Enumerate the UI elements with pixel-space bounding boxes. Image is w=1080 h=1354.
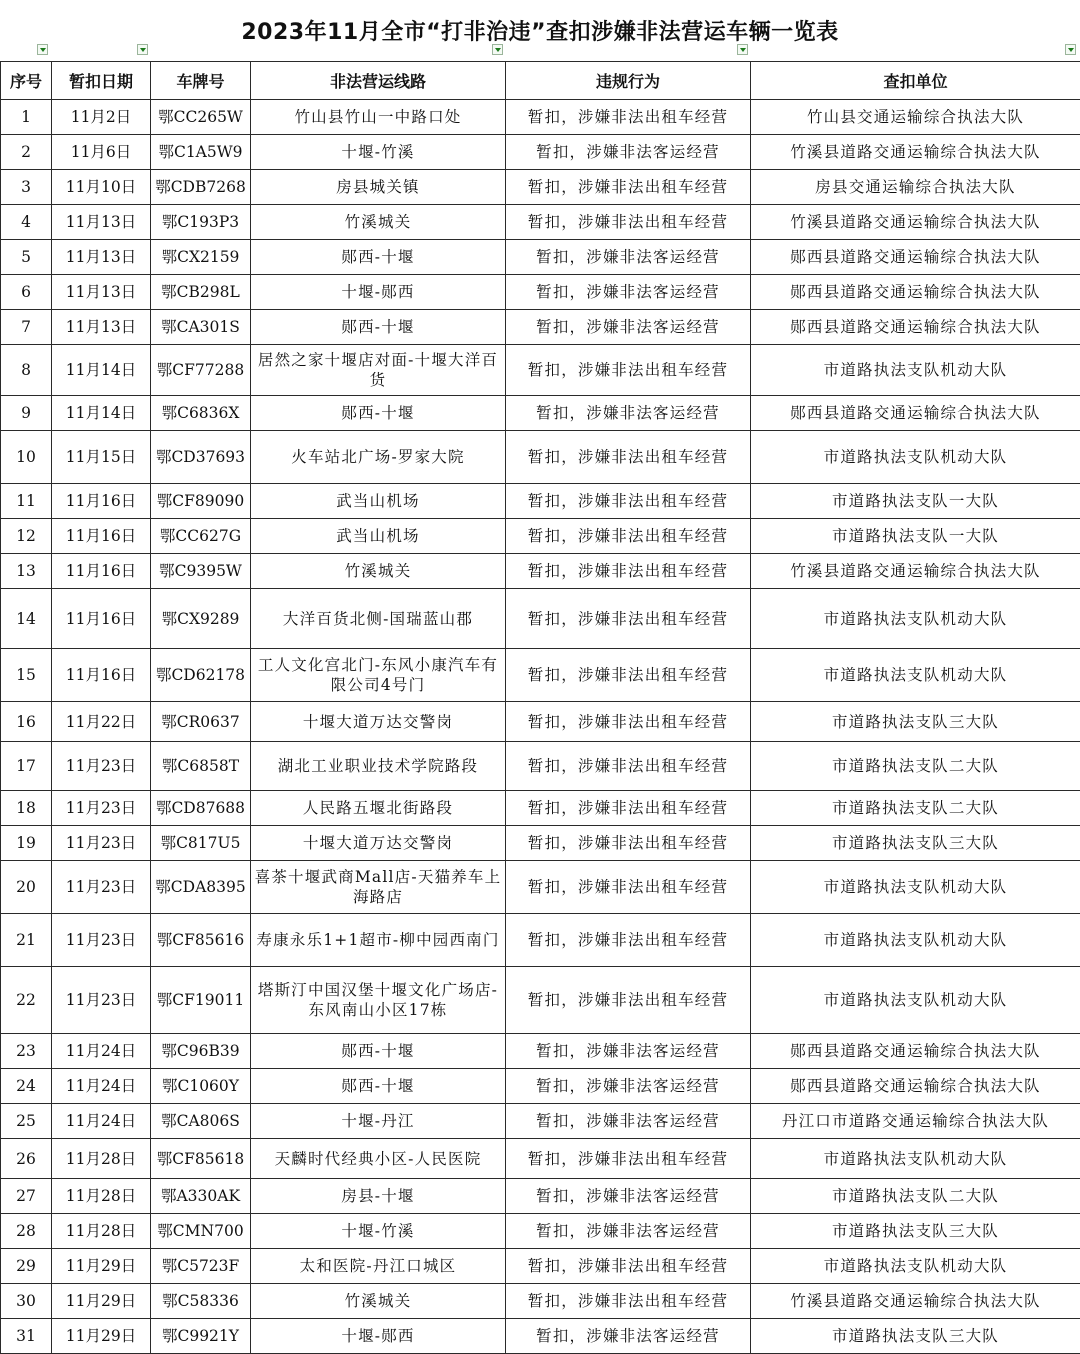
cell-route[interactable]: 郧西-十堰 (251, 1034, 506, 1069)
cell-route[interactable]: 郧西-十堰 (251, 1069, 506, 1104)
cell-date[interactable]: 11月23日 (52, 967, 151, 1034)
table-row (1, 240, 1080, 275)
cell-index[interactable]: 2 (1, 135, 52, 170)
cell-violation[interactable]: 暂扣，涉嫌非法客运经营 (506, 135, 751, 170)
cell-violation[interactable]: 暂扣，涉嫌非法出租车经营 (506, 791, 751, 826)
cell-route[interactable]: 火车站北广场-罗家大院 (251, 431, 506, 484)
cell-plate[interactable]: 鄂CF19011 (151, 967, 251, 1034)
table-row (1, 649, 1080, 702)
cell-route[interactable]: 竹溪城关 (251, 1284, 506, 1319)
cell-index[interactable]: 4 (1, 205, 52, 240)
cell-violation[interactable]: 暂扣，涉嫌非法出租车经营 (506, 1249, 751, 1284)
cell-plate[interactable]: 鄂C6858T (151, 742, 251, 791)
cell-route[interactable]: 武当山机场 (251, 519, 506, 554)
table-row (1, 702, 1080, 742)
cell-date[interactable]: 11月2日 (52, 100, 151, 135)
cell-index[interactable]: 5 (1, 240, 52, 275)
cell-date[interactable]: 11月13日 (52, 310, 151, 345)
cell-date[interactable]: 11月22日 (52, 702, 151, 742)
cell-index[interactable]: 17 (1, 742, 52, 791)
cell-route[interactable]: 郧西-十堰 (251, 310, 506, 345)
cell-unit[interactable]: 市道路执法支队一大队 (751, 519, 1080, 554)
cell-index[interactable]: 1 (1, 100, 52, 135)
filter-dropdown-icon[interactable] (37, 44, 48, 55)
cell-violation[interactable]: 暂扣，涉嫌非法出租车经营 (506, 914, 751, 967)
cell-date[interactable]: 11月23日 (52, 861, 151, 914)
cell-date[interactable]: 11月28日 (52, 1139, 151, 1179)
cell-violation[interactable]: 暂扣，涉嫌非法出租车经营 (506, 702, 751, 742)
cell-violation[interactable]: 暂扣，涉嫌非法客运经营 (506, 310, 751, 345)
cell-route[interactable]: 十堰大道万达交警岗 (251, 702, 506, 742)
table-row (1, 1319, 1080, 1354)
cell-unit[interactable]: 丹江口市道路交通运输综合执法大队 (751, 1104, 1080, 1139)
cell-date[interactable]: 11月24日 (52, 1034, 151, 1069)
cell-route[interactable]: 人民路五堰北街路段 (251, 791, 506, 826)
cell-unit[interactable]: 郧西县道路交通运输综合执法大队 (751, 275, 1080, 310)
cell-unit[interactable]: 市道路执法支队二大队 (751, 791, 1080, 826)
table-row (1, 100, 1080, 135)
cell-violation[interactable]: 暂扣，涉嫌非法客运经营 (506, 1104, 751, 1139)
cell-date[interactable]: 11月29日 (52, 1319, 151, 1354)
table-row (1, 967, 1080, 1034)
table-row (1, 1179, 1080, 1214)
cell-route[interactable]: 大洋百货北侧-国瑞蓝山郡 (251, 589, 506, 649)
cell-unit[interactable]: 市道路执法支队三大队 (751, 826, 1080, 861)
cell-plate[interactable]: 鄂C6836X (151, 396, 251, 431)
cell-route[interactable]: 郧西-十堰 (251, 396, 506, 431)
cell-unit[interactable]: 竹溪县道路交通运输综合执法大队 (751, 1284, 1080, 1319)
cell-index[interactable]: 31 (1, 1319, 52, 1354)
table-row (1, 431, 1080, 484)
cell-route[interactable]: 湖北工业职业技术学院路段 (251, 742, 506, 791)
cell-route[interactable]: 竹溪城关 (251, 554, 506, 589)
filter-strip (0, 44, 1080, 58)
cell-date[interactable]: 11月24日 (52, 1069, 151, 1104)
cell-index[interactable]: 19 (1, 826, 52, 861)
cell-unit[interactable]: 市道路执法支队机动大队 (751, 431, 1080, 484)
cell-index[interactable]: 16 (1, 702, 52, 742)
cell-index[interactable]: 8 (1, 345, 52, 396)
cell-date[interactable]: 11月29日 (52, 1284, 151, 1319)
cell-date[interactable]: 11月28日 (52, 1214, 151, 1249)
cell-violation[interactable]: 暂扣，涉嫌非法出租车经营 (506, 345, 751, 396)
cell-index[interactable]: 14 (1, 589, 52, 649)
filter-dropdown-icon[interactable] (737, 44, 748, 55)
cell-unit[interactable]: 市道路执法支队机动大队 (751, 914, 1080, 967)
cell-plate[interactable]: 鄂CD37693 (151, 431, 251, 484)
cell-unit[interactable]: 市道路执法支队三大队 (751, 1214, 1080, 1249)
cell-plate[interactable]: 鄂CMN700 (151, 1214, 251, 1249)
cell-plate[interactable]: 鄂C9395W (151, 554, 251, 589)
cell-unit[interactable]: 郧西县道路交通运输综合执法大队 (751, 396, 1080, 431)
cell-plate[interactable]: 鄂CF85618 (151, 1139, 251, 1179)
table-row (1, 554, 1080, 589)
cell-date[interactable]: 11月29日 (52, 1249, 151, 1284)
cell-route[interactable]: 竹山县竹山一中路口处 (251, 100, 506, 135)
cell-date[interactable]: 11月14日 (52, 345, 151, 396)
cell-date[interactable]: 11月13日 (52, 240, 151, 275)
cell-violation[interactable]: 暂扣，涉嫌非法出租车经营 (506, 205, 751, 240)
cell-index[interactable]: 29 (1, 1249, 52, 1284)
cell-violation[interactable]: 暂扣，涉嫌非法出租车经营 (506, 484, 751, 519)
table-row (1, 205, 1080, 240)
cell-unit[interactable]: 郧西县道路交通运输综合执法大队 (751, 240, 1080, 275)
cell-date[interactable]: 11月23日 (52, 791, 151, 826)
cell-unit[interactable]: 市道路执法支队三大队 (751, 1319, 1080, 1354)
cell-index[interactable]: 24 (1, 1069, 52, 1104)
cell-unit[interactable]: 郧西县道路交通运输综合执法大队 (751, 1034, 1080, 1069)
table-row (1, 1214, 1080, 1249)
column-header-route[interactable]: 非法营运线路 (251, 62, 506, 100)
cell-index[interactable]: 27 (1, 1179, 52, 1214)
cell-date[interactable]: 11月16日 (52, 554, 151, 589)
cell-index[interactable]: 3 (1, 170, 52, 205)
cell-index[interactable]: 6 (1, 275, 52, 310)
table-row (1, 484, 1080, 519)
cell-date[interactable]: 11月23日 (52, 826, 151, 861)
cell-violation[interactable]: 暂扣，涉嫌非法客运经营 (506, 1179, 751, 1214)
cell-route[interactable]: 寿康永乐1+1超市-柳中园西南门 (251, 914, 506, 967)
table-row (1, 742, 1080, 791)
cell-date[interactable]: 11月23日 (52, 914, 151, 967)
cell-unit[interactable]: 市道路执法支队机动大队 (751, 967, 1080, 1034)
cell-route[interactable]: 天麟时代经典小区-人民医院 (251, 1139, 506, 1179)
cell-index[interactable]: 18 (1, 791, 52, 826)
cell-violation[interactable]: 暂扣，涉嫌非法客运经营 (506, 240, 751, 275)
table-row (1, 345, 1080, 396)
cell-date[interactable]: 11月13日 (52, 275, 151, 310)
cell-route[interactable]: 房县城关镇 (251, 170, 506, 205)
cell-date[interactable]: 11月16日 (52, 484, 151, 519)
cell-route[interactable]: 十堰-丹江 (251, 1104, 506, 1139)
table-row (1, 1104, 1080, 1139)
cell-unit[interactable]: 市道路执法支队机动大队 (751, 345, 1080, 396)
cell-plate[interactable]: 鄂C1060Y (151, 1069, 251, 1104)
cell-index[interactable]: 15 (1, 649, 52, 702)
cell-violation[interactable]: 暂扣，涉嫌非法出租车经营 (506, 649, 751, 702)
cell-index[interactable]: 7 (1, 310, 52, 345)
cell-plate[interactable]: 鄂C96B39 (151, 1034, 251, 1069)
cell-route[interactable]: 喜茶十堰武商Mall店-天猫养车上海路店 (251, 861, 506, 914)
cell-plate[interactable]: 鄂CA806S (151, 1104, 251, 1139)
cell-date[interactable]: 11月28日 (52, 1179, 151, 1214)
cell-plate[interactable]: 鄂C5723F (151, 1249, 251, 1284)
filter-dropdown-icon[interactable] (1065, 44, 1076, 55)
seizure-table (0, 61, 1080, 1354)
header-row (1, 62, 1080, 100)
cell-index[interactable]: 30 (1, 1284, 52, 1319)
cell-violation[interactable]: 暂扣，涉嫌非法出租车经营 (506, 1284, 751, 1319)
cell-plate[interactable]: 鄂CB298L (151, 275, 251, 310)
cell-route[interactable]: 工人文化宫北门-东风小康汽车有限公司4号门 (251, 649, 506, 702)
cell-route[interactable]: 十堰-郧西 (251, 275, 506, 310)
cell-index[interactable]: 22 (1, 967, 52, 1034)
cell-violation[interactable]: 暂扣，涉嫌非法出租车经营 (506, 861, 751, 914)
filter-dropdown-icon[interactable] (492, 44, 503, 55)
cell-index[interactable]: 25 (1, 1104, 52, 1139)
cell-violation[interactable]: 暂扣，涉嫌非法客运经营 (506, 396, 751, 431)
cell-date[interactable]: 11月16日 (52, 519, 151, 554)
cell-route[interactable]: 居然之家十堰店对面-十堰大洋百货 (251, 345, 506, 396)
cell-violation[interactable]: 暂扣，涉嫌非法出租车经营 (506, 100, 751, 135)
cell-unit[interactable]: 竹溪县道路交通运输综合执法大队 (751, 205, 1080, 240)
cell-plate[interactable]: 鄂CF89090 (151, 484, 251, 519)
cell-plate[interactable]: 鄂C9921Y (151, 1319, 251, 1354)
cell-plate[interactable]: 鄂CC627G (151, 519, 251, 554)
cell-violation[interactable]: 暂扣，涉嫌非法出租车经营 (506, 967, 751, 1034)
filter-dropdown-icon[interactable] (137, 44, 148, 55)
cell-index[interactable]: 10 (1, 431, 52, 484)
cell-plate[interactable]: 鄂C1A5W9 (151, 135, 251, 170)
table-row (1, 1069, 1080, 1104)
cell-date[interactable]: 11月16日 (52, 649, 151, 702)
cell-violation[interactable]: 暂扣，涉嫌非法出租车经营 (506, 1139, 751, 1179)
cell-index[interactable]: 23 (1, 1034, 52, 1069)
cell-date[interactable]: 11月15日 (52, 431, 151, 484)
cell-violation[interactable]: 暂扣，涉嫌非法出租车经营 (506, 170, 751, 205)
table-row (1, 826, 1080, 861)
cell-date[interactable]: 11月24日 (52, 1104, 151, 1139)
cell-unit[interactable]: 市道路执法支队机动大队 (751, 1139, 1080, 1179)
table-row (1, 275, 1080, 310)
cell-route[interactable]: 十堰-郧西 (251, 1319, 506, 1354)
cell-plate[interactable]: 鄂CX2159 (151, 240, 251, 275)
table-row (1, 310, 1080, 345)
cell-plate[interactable]: 鄂CD87688 (151, 791, 251, 826)
cell-date[interactable]: 11月6日 (52, 135, 151, 170)
cell-plate[interactable]: 鄂CF77288 (151, 345, 251, 396)
cell-violation[interactable]: 暂扣，涉嫌非法出租车经营 (506, 742, 751, 791)
cell-index[interactable]: 20 (1, 861, 52, 914)
cell-violation[interactable]: 暂扣，涉嫌非法出租车经营 (506, 519, 751, 554)
cell-violation[interactable]: 暂扣，涉嫌非法出租车经营 (506, 826, 751, 861)
cell-unit[interactable]: 市道路执法支队一大队 (751, 484, 1080, 519)
cell-route[interactable]: 郧西-十堰 (251, 240, 506, 275)
cell-violation[interactable]: 暂扣，涉嫌非法客运经营 (506, 275, 751, 310)
column-header-unit[interactable]: 查扣单位 (751, 62, 1080, 100)
page-title: 2023年11月全市“打非治违”查扣涉嫌非法营运车辆一览表 (241, 19, 839, 45)
column-header-date[interactable]: 暂扣日期 (52, 62, 151, 100)
cell-date[interactable]: 11月13日 (52, 205, 151, 240)
cell-violation[interactable]: 暂扣，涉嫌非法出租车经营 (506, 431, 751, 484)
cell-route[interactable]: 十堰-竹溪 (251, 1214, 506, 1249)
cell-plate[interactable]: 鄂C817U5 (151, 826, 251, 861)
cell-violation[interactable]: 暂扣，涉嫌非法出租车经营 (506, 589, 751, 649)
cell-index[interactable]: 9 (1, 396, 52, 431)
cell-date[interactable]: 11月16日 (52, 589, 151, 649)
cell-plate[interactable]: 鄂CA301S (151, 310, 251, 345)
cell-route[interactable]: 太和医院-丹江口城区 (251, 1249, 506, 1284)
table-row (1, 791, 1080, 826)
cell-unit[interactable]: 竹溪县道路交通运输综合执法大队 (751, 554, 1080, 589)
cell-plate[interactable]: 鄂C193P3 (151, 205, 251, 240)
table-body (1, 100, 1080, 1354)
cell-route[interactable]: 十堰大道万达交警岗 (251, 826, 506, 861)
cell-route[interactable]: 竹溪城关 (251, 205, 506, 240)
table-row (1, 1034, 1080, 1069)
cell-unit[interactable]: 市道路执法支队机动大队 (751, 861, 1080, 914)
table-row (1, 861, 1080, 914)
column-header-violation[interactable]: 违规行为 (506, 62, 751, 100)
cell-route[interactable]: 房县-十堰 (251, 1179, 506, 1214)
table-row (1, 1284, 1080, 1319)
cell-unit[interactable]: 郧西县道路交通运输综合执法大队 (751, 1069, 1080, 1104)
cell-plate[interactable]: 鄂CR0637 (151, 702, 251, 742)
cell-plate[interactable]: 鄂CDB7268 (151, 170, 251, 205)
cell-unit[interactable]: 市道路执法支队二大队 (751, 1179, 1080, 1214)
cell-plate[interactable]: 鄂CD62178 (151, 649, 251, 702)
cell-index[interactable]: 12 (1, 519, 52, 554)
cell-plate[interactable]: 鄂A330AK (151, 1179, 251, 1214)
table-row (1, 135, 1080, 170)
column-header-plate[interactable]: 车牌号 (151, 62, 251, 100)
column-header-index[interactable]: 序号 (1, 62, 52, 100)
cell-index[interactable]: 11 (1, 484, 52, 519)
cell-route[interactable]: 武当山机场 (251, 484, 506, 519)
cell-unit[interactable]: 竹溪县道路交通运输综合执法大队 (751, 135, 1080, 170)
table-row (1, 1139, 1080, 1179)
cell-unit[interactable]: 竹山县交通运输综合执法大队 (751, 100, 1080, 135)
cell-violation[interactable]: 暂扣，涉嫌非法客运经营 (506, 1319, 751, 1354)
cell-index[interactable]: 26 (1, 1139, 52, 1179)
cell-violation[interactable]: 暂扣，涉嫌非法出租车经营 (506, 554, 751, 589)
table-row (1, 396, 1080, 431)
cell-plate[interactable]: 鄂CF85616 (151, 914, 251, 967)
cell-plate[interactable]: 鄂C58336 (151, 1284, 251, 1319)
table-row (1, 1249, 1080, 1284)
cell-unit[interactable]: 市道路执法支队机动大队 (751, 589, 1080, 649)
table-row (1, 914, 1080, 967)
cell-route[interactable]: 塔斯汀中国汉堡十堰文化广场店-东风南山小区17栋 (251, 967, 506, 1034)
cell-index[interactable]: 21 (1, 914, 52, 967)
cell-violation[interactable]: 暂扣，涉嫌非法客运经营 (506, 1214, 751, 1249)
table-row (1, 519, 1080, 554)
cell-violation[interactable]: 暂扣，涉嫌非法客运经营 (506, 1034, 751, 1069)
cell-unit[interactable]: 市道路执法支队机动大队 (751, 649, 1080, 702)
cell-plate[interactable]: 鄂CX9289 (151, 589, 251, 649)
cell-route[interactable]: 十堰-竹溪 (251, 135, 506, 170)
cell-unit[interactable]: 市道路执法支队三大队 (751, 702, 1080, 742)
cell-date[interactable]: 11月23日 (52, 742, 151, 791)
cell-unit[interactable]: 房县交通运输综合执法大队 (751, 170, 1080, 205)
cell-index[interactable]: 13 (1, 554, 52, 589)
cell-unit[interactable]: 郧西县道路交通运输综合执法大队 (751, 310, 1080, 345)
cell-date[interactable]: 11月10日 (52, 170, 151, 205)
cell-plate[interactable]: 鄂CDA8395 (151, 861, 251, 914)
cell-date[interactable]: 11月14日 (52, 396, 151, 431)
cell-violation[interactable]: 暂扣，涉嫌非法客运经营 (506, 1069, 751, 1104)
cell-index[interactable]: 28 (1, 1214, 52, 1249)
cell-plate[interactable]: 鄂CC265W (151, 100, 251, 135)
cell-unit[interactable]: 市道路执法支队机动大队 (751, 1249, 1080, 1284)
cell-unit[interactable]: 市道路执法支队二大队 (751, 742, 1080, 791)
table-row (1, 170, 1080, 205)
table-row (1, 589, 1080, 649)
